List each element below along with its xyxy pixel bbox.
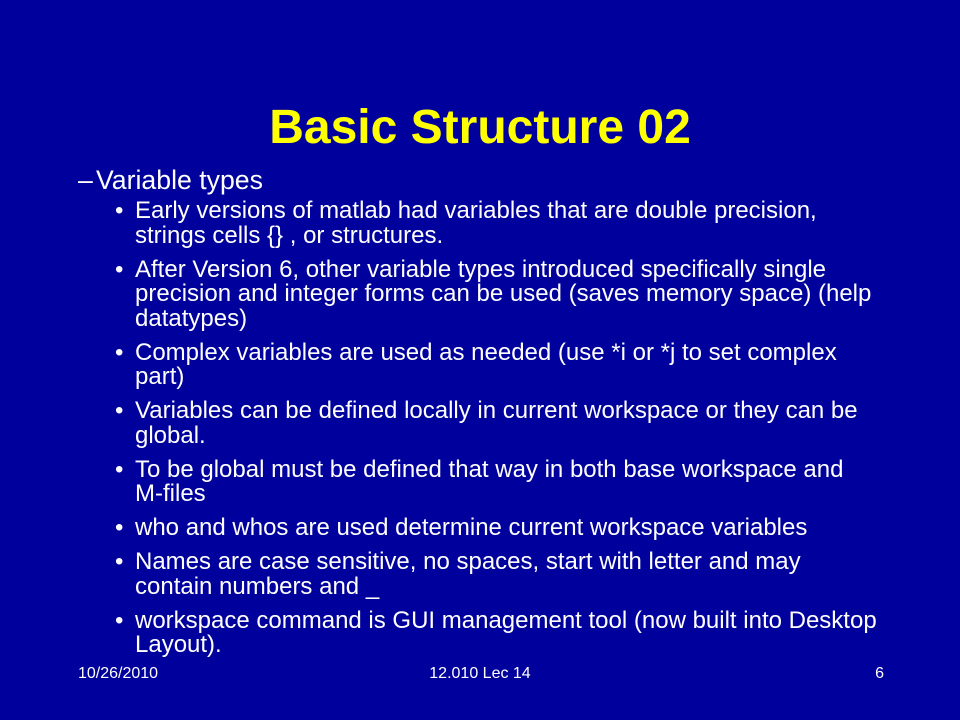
footer-date: 10/26/2010 — [78, 665, 159, 682]
bullet-text: To be global must be defined that way in both base workspace and M-files — [135, 455, 844, 507]
bullet-marker: • — [115, 338, 124, 366]
bullet-text: who and whos are used determine current workspace variables — [135, 514, 808, 541]
bullet-item — [115, 606, 935, 658]
bullet-item — [115, 399, 935, 448]
bullet-marker: • — [115, 606, 124, 634]
bullet-item — [115, 338, 935, 390]
level1-text: Variable types — [96, 165, 263, 195]
bullet-text: Early versions of matlab had variables that are double precision, strings cells {} , or structures. — [135, 197, 817, 249]
footer-page-number: 6 — [875, 665, 884, 682]
bullet-marker: • — [115, 197, 124, 224]
bullet-item — [115, 550, 935, 599]
bullet-marker: • — [115, 548, 124, 575]
bullet-marker: • — [115, 255, 124, 283]
dash-bullet-marker: – — [78, 165, 93, 195]
bullet-marker: • — [115, 455, 124, 483]
bullet-item — [115, 255, 935, 332]
outline-level1-item — [78, 165, 263, 195]
bullet-marker: • — [115, 397, 124, 424]
bullet-text: Names are case sensitive, no spaces, start with letter and may contain numbers and _ — [135, 548, 801, 600]
bullet-text: Complex variables are used as needed (use *i or *j to set complex part) — [135, 338, 837, 390]
slide-title: Basic Structure 02 — [269, 101, 691, 154]
bullet-marker: • — [115, 514, 124, 541]
footer-lecture-label: 12.010 Lec 14 — [429, 665, 531, 682]
bullet-text: After Version 6, other variable types introduced specifically single precision and integer forms can be used (saves memory space) (help datatypes) — [135, 255, 872, 332]
bullet-list — [115, 199, 935, 658]
bullet-item — [115, 516, 935, 541]
bullet-item — [115, 199, 935, 248]
bullet-item — [115, 455, 935, 507]
bullet-text: workspace command is GUI management tool (now built into Desktop Layout). — [135, 606, 877, 658]
bullet-text: Variables can be defined locally in current workspace or they can be global. — [135, 397, 858, 449]
